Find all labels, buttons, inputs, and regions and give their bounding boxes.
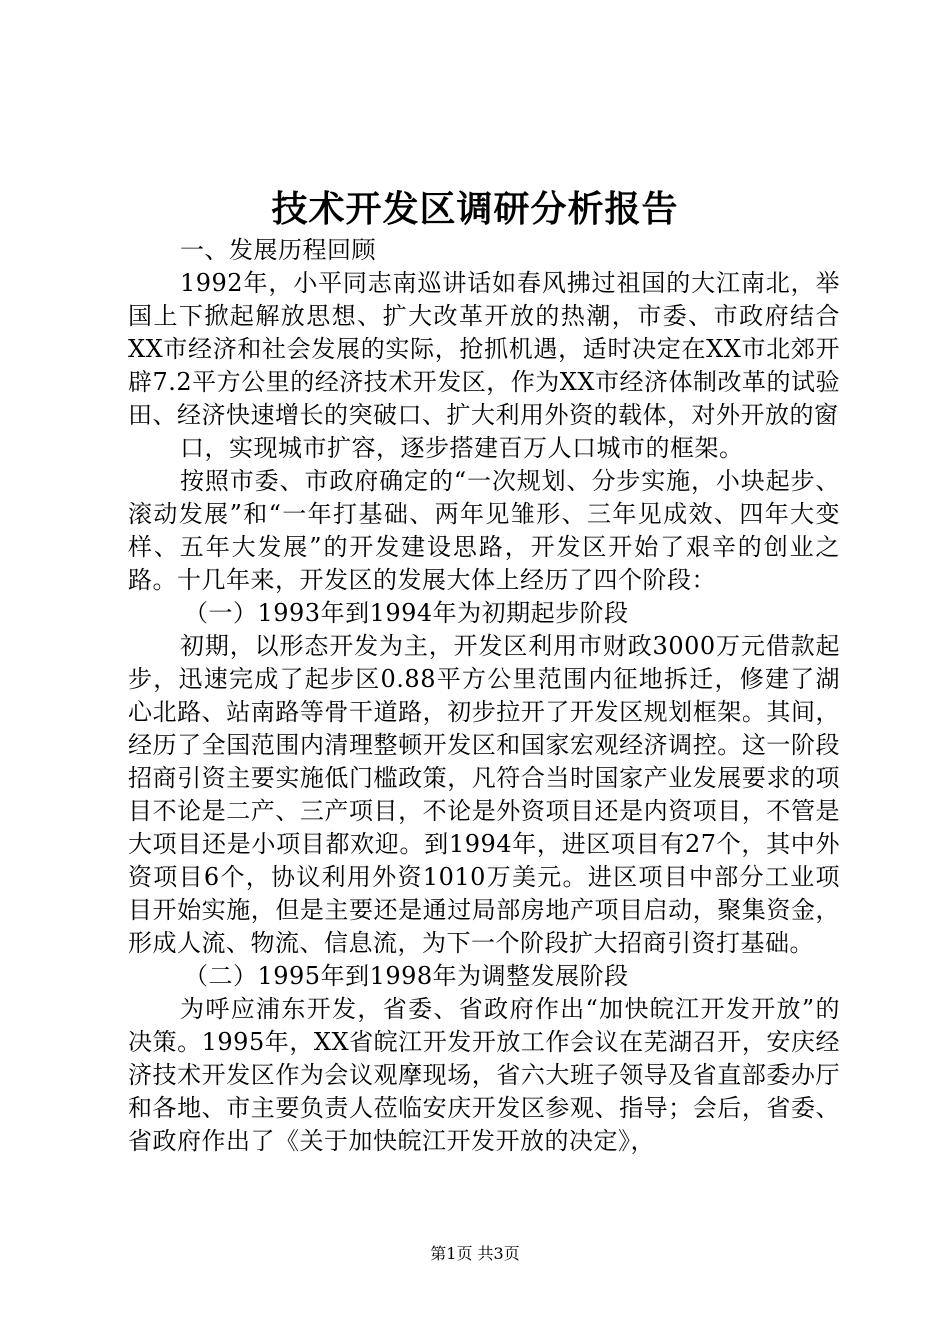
- paragraph: 初期，以形态开发为主，开发区利用市财政3000万元借款起步，迅速完成了起步区0.88平方公里范围内征地拆迁，修建了湖心北路、站南路等骨干道路，初步拉开了开发区规划框架。其间，经历了全国范围内清理整顿开发区和国家宏观经济调控。这一阶段招商引资主要实施低门槛政策，凡符合当时国家产业发展要求的项目不论是二产、三产项目，不论是外资项目还是内资项目，不管是大项目还是小项目都欢迎。到1994年，进区项目有27个，其中外资项目6个，协议利用外资1010万美元。进区项目中部分工业项目开始实施，但是主要还是通过局部房地产项目启动，聚集资金，形成人流、物流、信息流，为下一个阶段扩大招商引资打基础。: [128, 632, 840, 957]
- paragraph: 为呼应浦东开发，省委、省政府作出“加快皖江开发开放”的决策。1995年，XX省皖江开发开放工作会议在芜湖召开，安庆经济技术开发区作为会议观摩现场，省六大班子领导及省直部委办厅和各地、市主要负责人莅临安庆开发区参观、指导；会后，省委、省政府作出了《关于加快皖江开发开放的决定》，: [128, 995, 840, 1155]
- subsection-heading: （一）1993年到1994年为初期起步阶段: [184, 599, 629, 627]
- paragraph: 口，实现城市扩容，逐步搭建百万人口城市的框架。: [180, 434, 744, 462]
- subsection-heading: （二）1995年到1998年为调整发展阶段: [184, 962, 629, 990]
- document-title: 技术开发区调研分析报告: [271, 188, 679, 230]
- document-body: [128, 234, 840, 1158]
- page-footer: 第1页 共3页: [430, 1244, 520, 1263]
- section-heading: 一、发展历程回顾: [180, 236, 376, 264]
- paragraph: 按照市委、市政府确定的“一次规划、分步实施，小块起步、滚动发展”和“一年打基础、两年见雏形、三年见成效、四年大变样、五年大发展”的开发建设思路，开发区开始了艰辛的创业之路。十几年来，开发区的发展大体上经历了四个阶段：: [128, 467, 840, 594]
- paragraph: 1992年，小平同志南巡讲话如春风拂过祖国的大江南北，举国上下掀起解放思想、扩大改革开放的热潮，市委、市政府结合XX市经济和社会发展的实际，抢抓机遇，适时决定在XX市北郊开辟7.2平方公里的经济技术开发区，作为XX市经济体制改革的试验田、经济快速增长的突破口、扩大利用外资的载体，对外开放的窗: [128, 269, 840, 429]
